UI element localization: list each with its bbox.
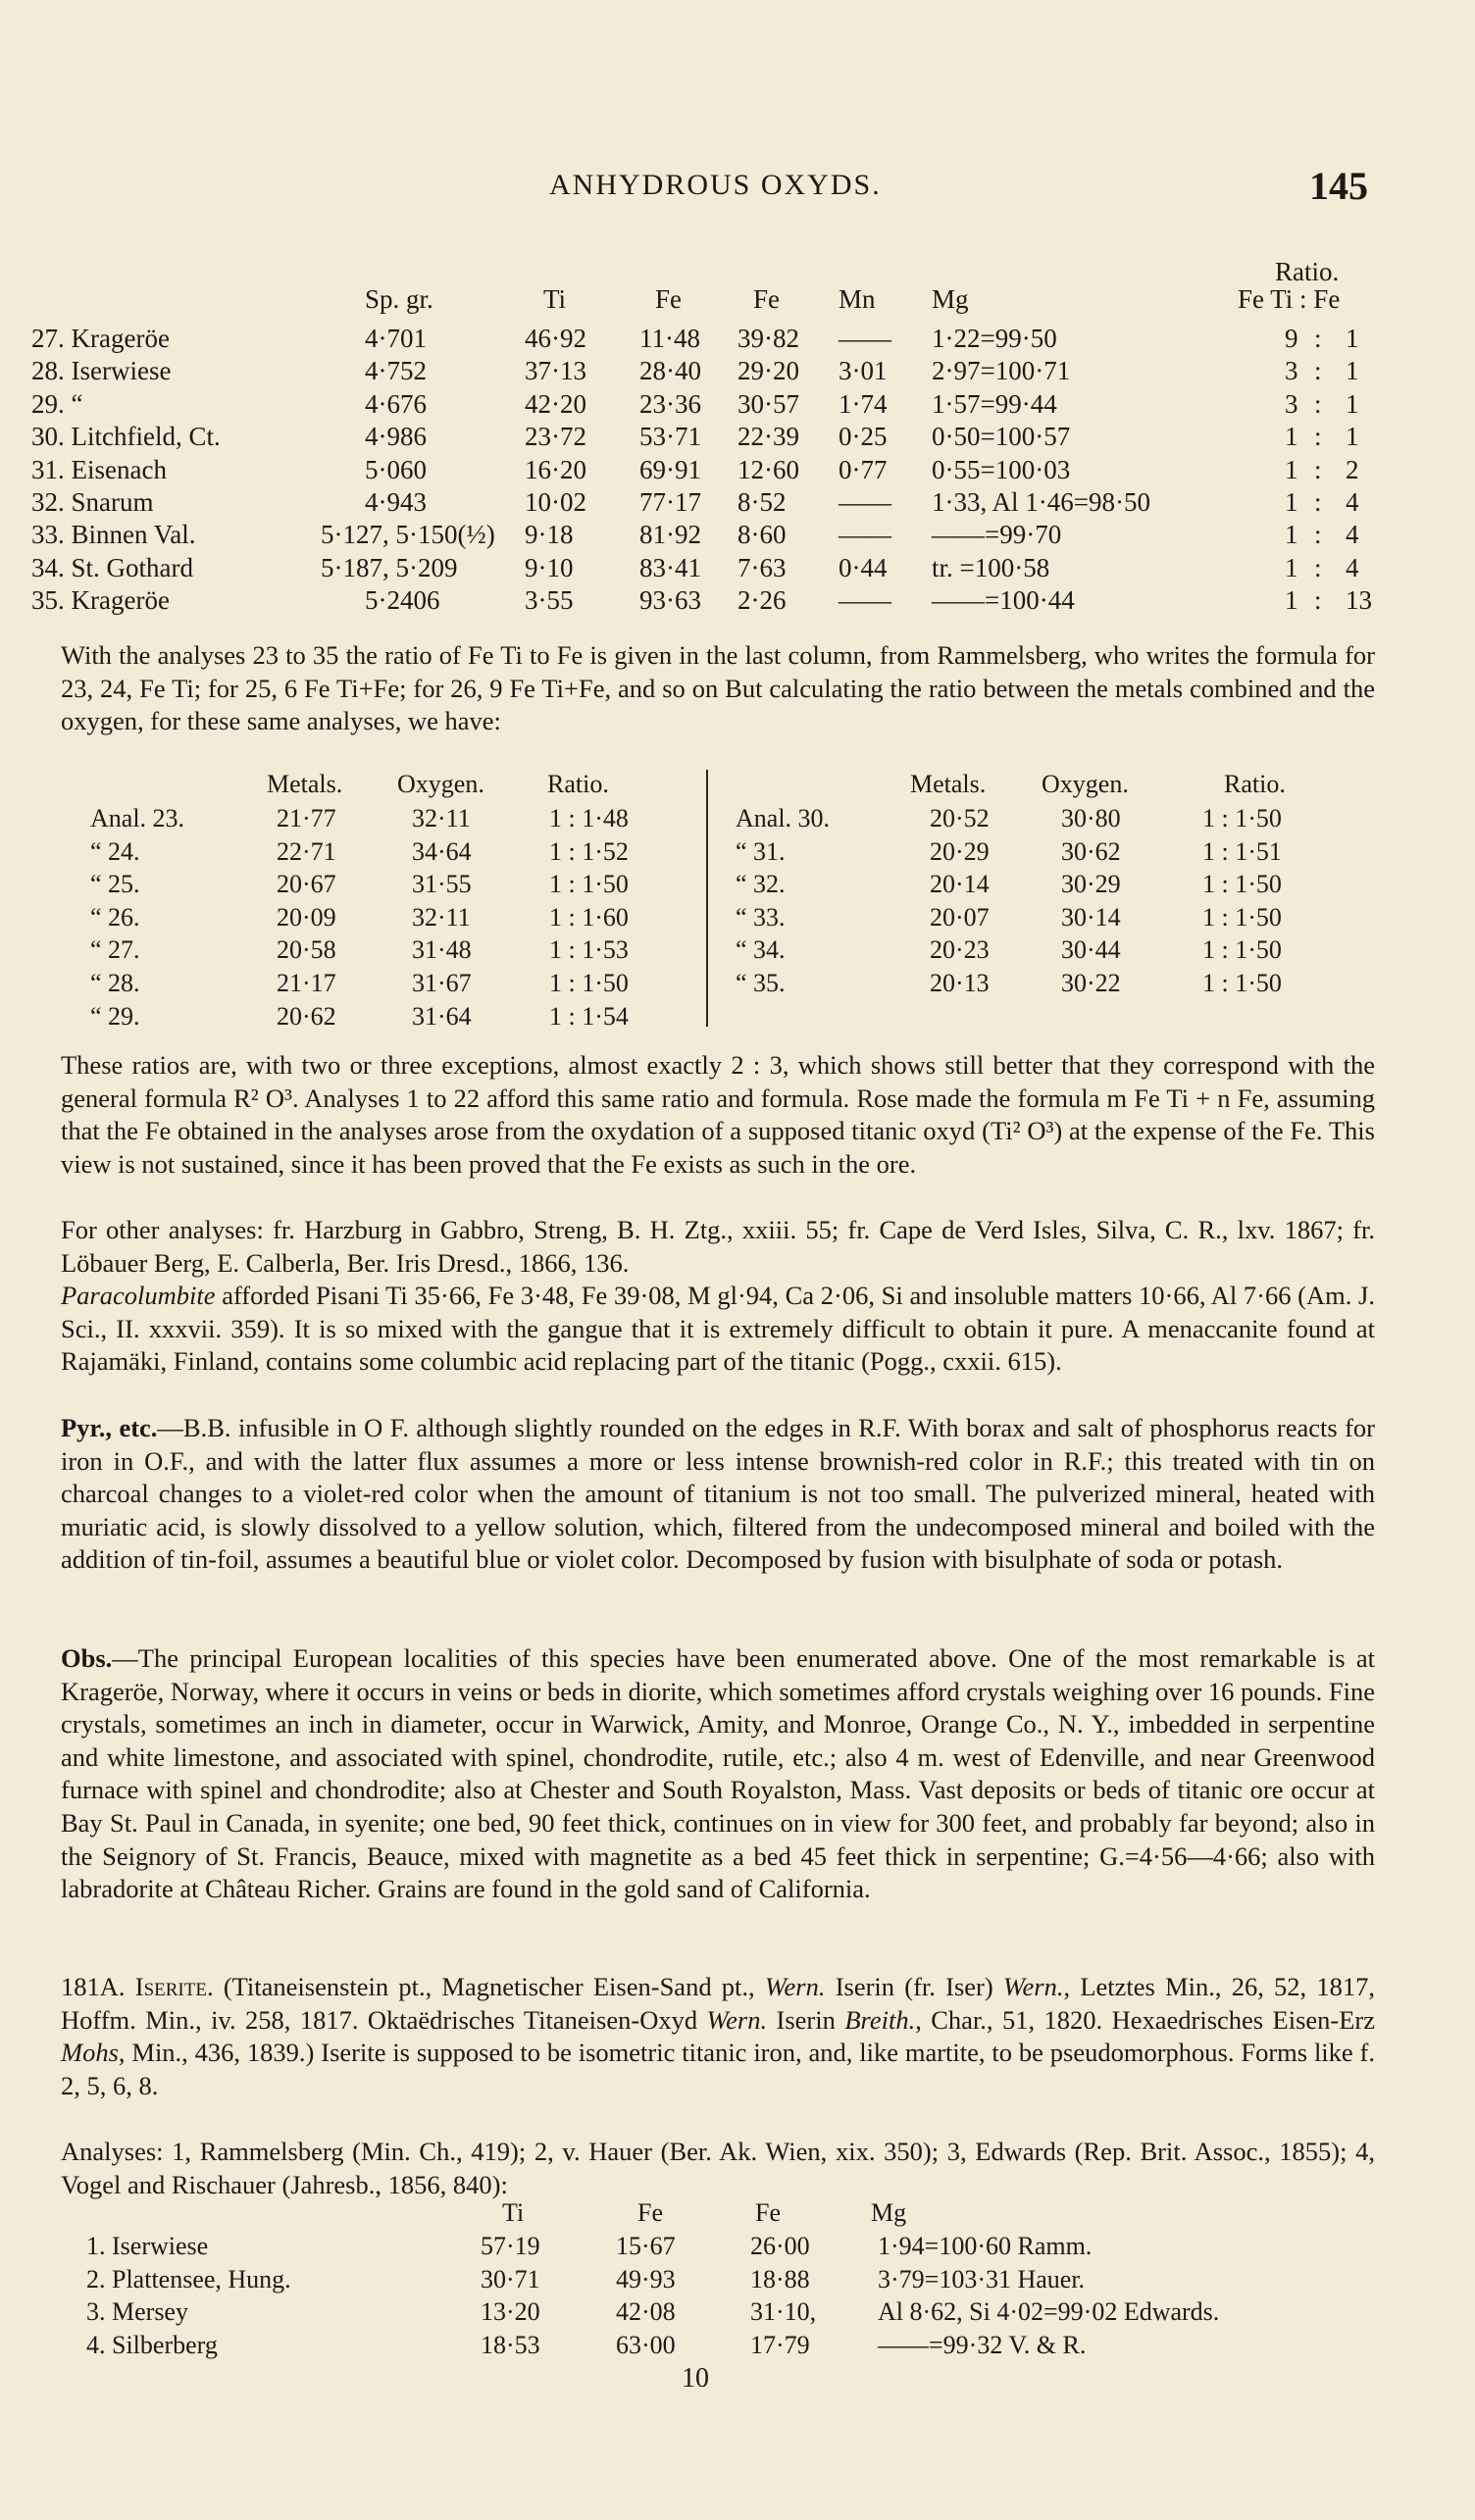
cell-metals: 20·29: [930, 837, 990, 866]
cell-mn: 0·44: [839, 553, 888, 582]
cell-ratio: 1 : 1·54: [549, 1002, 629, 1031]
cell-oxygen: 31·48: [412, 935, 472, 964]
cell-fe1: 28·40: [639, 356, 701, 385]
cell-mg: 1·33, Al 1·46=98·50: [932, 487, 1150, 517]
cell-mg-total: Al 8·62, Si 4·02=99·02 Edwards.: [878, 2297, 1220, 2326]
anal-label: Anal. 23.: [90, 804, 185, 832]
cell-ratio: 1 : 1·48: [549, 804, 629, 832]
cell-oxygen: 31·67: [412, 969, 472, 997]
cell-oxygen: 31·55: [412, 870, 472, 898]
col-mg: Mg: [932, 284, 969, 314]
cell-fe2: 17·79: [750, 2331, 810, 2359]
cell-mg: 1·22=99·50: [932, 324, 1057, 353]
author-abbrev: Wern.: [706, 2004, 768, 2035]
cell-fe2: 26·00: [750, 2232, 810, 2260]
paragraph-text: With the analyses 23 to 35 the ratio of Fe Ti to Fe is given in the last column, from Rammelsberg, who writes the formula for 23, 24, Fe Ti; for 25, 6 Fe Ti+Fe; for 26, 9 Fe Ti+Fe, and so on But calculating the ratio between the metals combined and the oxygen, for these same analyses, we have:: [61, 640, 1375, 736]
cell-spgr: 4·943: [365, 487, 427, 517]
locality-label: 4. Silberberg: [86, 2331, 218, 2359]
col-fe2: Fe: [755, 2198, 781, 2227]
cell-spgr: 5·060: [365, 455, 427, 484]
cell-ratio: 1 : 1·50: [1202, 804, 1282, 832]
cell-fe2: 8·52: [738, 487, 787, 517]
ratio-colon: :: [1314, 455, 1322, 484]
cell-ratio-fe-ti: 1: [1285, 520, 1298, 549]
paragraph-ratio-intro: [61, 639, 1375, 738]
ratio-header: Ratio.: [1275, 257, 1340, 286]
paragraph-other-analyses: [61, 1214, 1375, 1280]
cell-mg: ——=100·44: [932, 585, 1075, 615]
cell-fe2: 31·10,: [750, 2297, 817, 2326]
author-abbrev: Mohs: [61, 2038, 119, 2068]
cell-ratio-fe-ti: 1: [1285, 487, 1298, 517]
anal-label: “ 25.: [90, 870, 140, 898]
signature-mark: 10: [682, 2363, 709, 2394]
anal-label: “ 34.: [736, 935, 786, 964]
cell-fe1: 63·00: [616, 2331, 676, 2359]
cell-fe2: 12·60: [738, 455, 799, 484]
row-label: 33. Binnen Val.: [31, 520, 196, 549]
cell-fe1: 42·08: [616, 2297, 676, 2326]
paragraph-iserite: [61, 1971, 1375, 2102]
cell-spgr: 5·2406: [365, 585, 440, 615]
ratio-colon: :: [1314, 487, 1322, 517]
cell-ratio: 1 : 1·51: [1202, 837, 1282, 866]
anal-label: “ 28.: [90, 969, 140, 997]
cell-oxygen: 32·11: [412, 903, 471, 932]
col-spgr: Sp. gr.: [365, 284, 433, 314]
cell-ratio: 1 : 1·60: [549, 903, 629, 932]
cell-mg: 0·55=100·03: [932, 455, 1071, 484]
row-label: 31. Eisenach: [31, 455, 167, 484]
cell-mg-total: 1·94=100·60 Ramm.: [878, 2232, 1093, 2260]
cell-spgr: 5·187, 5·209: [321, 553, 458, 582]
col-mn: Mn: [839, 284, 876, 314]
row-label: 32. Snarum: [31, 487, 154, 517]
cell-fe1: 11·48: [639, 324, 700, 353]
paragraph-text: Iserin: [767, 2004, 845, 2035]
cell-ratio-fe: 4: [1346, 520, 1359, 549]
col-fe1: Fe: [637, 2198, 663, 2227]
cell-oxygen: 30·14: [1061, 903, 1121, 932]
cell-metals: 20·52: [930, 804, 990, 832]
cell-mn: ——: [839, 324, 891, 353]
cell-mg: 0·50=100·57: [932, 422, 1071, 451]
anal-label: “ 29.: [90, 1002, 140, 1031]
anal-label: “ 33.: [736, 903, 786, 932]
cell-oxygen: 31·64: [412, 1002, 472, 1031]
cell-fe1: 53·71: [639, 422, 701, 451]
cell-ratio-fe-ti: 9: [1285, 324, 1298, 353]
locality-label: 2. Plattensee, Hung.: [86, 2265, 291, 2293]
cell-ti: 3·55: [525, 585, 574, 615]
cell-ratio-fe: 4: [1346, 553, 1359, 582]
table-divider: [706, 770, 708, 1027]
paragraph-paracolumbite: [61, 1280, 1375, 1379]
cell-mn: ——: [839, 487, 891, 517]
anal-label: “ 35.: [736, 969, 786, 997]
cell-ratio: 1 : 1·50: [549, 969, 629, 997]
cell-mn: 0·25: [839, 422, 888, 451]
paragraph-text: Iserin (fr. Iser): [825, 1972, 1003, 2001]
col-ti: Ti: [502, 2198, 525, 2227]
author-abbrev: Wern.: [764, 1972, 826, 2001]
col-ratio: Fe Ti : Fe: [1238, 284, 1341, 314]
cell-oxygen: 32·11: [412, 804, 471, 832]
ratio-colon: :: [1314, 422, 1322, 451]
col-fe1: Fe: [655, 284, 682, 314]
cell-ratio-fe-ti: 1: [1285, 455, 1298, 484]
cell-ratio-fe: 1: [1346, 389, 1359, 419]
cell-oxygen: 30·62: [1061, 837, 1121, 866]
cell-ratio-fe-ti: 1: [1285, 553, 1298, 582]
cell-ti: 30·71: [481, 2265, 540, 2293]
paragraph-pyrognostics: [61, 1412, 1375, 1577]
col-ti: Ti: [543, 284, 567, 314]
anal-label: “ 24.: [90, 837, 140, 866]
col-metals-left: Metals.: [267, 770, 343, 798]
row-label: 27. Krageröe: [31, 324, 170, 353]
cell-ratio-fe: 1: [1346, 324, 1359, 353]
cell-mn: 1·74: [839, 389, 888, 419]
paragraph-text: (Titaneisenstein pt., Magnetischer Eisen-Sand pt.,: [213, 1972, 765, 2001]
cell-fe1: 93·63: [639, 585, 701, 615]
cell-fe1: 81·92: [639, 520, 701, 549]
cell-mg: tr. =100·58: [932, 553, 1050, 582]
cell-oxygen: 34·64: [412, 837, 472, 866]
author-abbrev: Wern.: [1002, 1972, 1064, 2001]
cell-spgr: 4·986: [365, 422, 427, 451]
ratio-colon: :: [1314, 585, 1322, 615]
paragraph-text: These ratios are, with two or three exceptions, almost exactly 2 : 3, which shows still better that they correspond with the general formula R² O³. Analyses 1 to 22 afford this same ratio and formula. Rose made the formula m Fe Ti + n Fe, assuming that the Fe obtained in the analyses arose from the oxydation of a supposed titanic oxyd (Ti² O³) at the expense of the Fe. This view is not sustained, since it has been proved that the Fe exists as such in the ore.: [61, 1050, 1375, 1179]
row-label: 28. Iserwiese: [31, 356, 172, 385]
paragraph-text: afforded Pisani Ti 35·66, Fe 3·48, Fe 39·08, M gl·94, Ca 2·06, Si and insoluble matters 10·66, Al 7·66 (Am. J. Sci., II. xxxvii. 359). It is so mixed with the gangue that it is extremely difficult to obtain it pure. A menaccanite found at Rajamäki, Finland, contains some columbic acid replacing part of the titanic (Pogg., cxxii. 615).: [61, 1281, 1375, 1377]
cell-ratio-fe-ti: 3: [1285, 356, 1298, 385]
cell-mg-total: 3·79=103·31 Hauer.: [878, 2265, 1086, 2293]
species-number: 181A.: [61, 1972, 126, 2001]
cell-spgr: 4·676: [365, 389, 427, 419]
anal-label: “ 26.: [90, 903, 140, 932]
cell-ratio: 1 : 1·50: [1202, 903, 1282, 932]
cell-mn: ——: [839, 520, 891, 549]
cell-spgr: 4·701: [365, 324, 427, 353]
species-name: Iserite.: [134, 1972, 214, 2001]
row-label: 35. Krageröe: [31, 585, 170, 615]
cell-ratio: 1 : 1·50: [549, 870, 629, 898]
cell-ratio: 1 : 1·52: [549, 837, 629, 866]
cell-spgr: 5·127, 5·150(½): [321, 520, 495, 549]
cell-ratio-fe-ti: 3: [1285, 389, 1298, 419]
locality-label: 3. Mersey: [86, 2297, 188, 2326]
paragraph-text: —B.B. infusible in O F. although slightly rounded on the edges in R.F. With borax and salt of phosphorus reacts for iron in O.F., and with the latter flux assumes a more or less intense brownish-red color in R.F.; this treated with tin on charcoal changes to a violet-red color when the amount of titanium is not too small. The pulverized mineral, heated with muriatic acid, is slowly dissolved to a yellow solution, which, filtered from the undecomposed mineral and boiled with the addition of tin-foil, assumes a beautiful blue or violet color. Decomposed by fusion with bisulphate of soda or potash.: [61, 1413, 1375, 1575]
cell-fe1: 69·91: [639, 455, 701, 484]
ratio-colon: :: [1314, 389, 1322, 419]
col-oxygen-right: Oxygen.: [1042, 770, 1129, 798]
anal-label: “ 31.: [736, 837, 786, 866]
cell-oxygen: 30·80: [1061, 804, 1121, 832]
cell-oxygen: 30·22: [1061, 969, 1121, 997]
cell-ti: 37·13: [525, 356, 586, 385]
anal-label: Anal. 30.: [736, 804, 831, 832]
cell-metals: 20·14: [930, 870, 990, 898]
cell-ti: 9·18: [525, 520, 574, 549]
cell-ratio-fe: 1: [1346, 356, 1359, 385]
ratio-colon: :: [1314, 324, 1322, 353]
page-number: 145: [1309, 164, 1368, 208]
paragraph-text: —The principal European localities of this species have been enumerated above. One of the most remarkable is at Krageröe, Norway, where it occurs in veins or beds in diorite, which sometimes afford crystals weighing over 16 pounds. Fine crystals, sometimes an inch in diameter, occur in Warwick, Amity, and Monroe, Orange Co., N. Y., imbedded in serpentine and white limestone, and associated with spinel, chondrodite, rutile, etc.; also 4 m. west of Edenville, and near Greenwood furnace with spinel and chondrodite; also at Chester and South Royalston, Mass. Vast deposits or beds of titanic ore occur at Bay St. Paul in Canada, in syenite; one bed, 90 feet thick, continues on in view for 300 feet, and probably far beyond; also in the Seignory of St. Francis, Beauce, mixed with magnetite as a bed 45 feet thick in serpentine; G.=4·56—4·66; also with labradorite at Château Richer. Grains are found in the gold sand of California.: [61, 1643, 1375, 1904]
cell-ratio: 1 : 1·50: [1202, 870, 1282, 898]
cell-metals: 20·13: [930, 969, 990, 997]
paragraph-text: , Char., 51, 1820. Hexaedrisches Eisen-Erz: [915, 2004, 1375, 2035]
cell-ti: 42·20: [525, 389, 586, 419]
running-title: ANHYDROUS OXYDS.: [549, 169, 882, 201]
ratio-colon: :: [1314, 553, 1322, 582]
cell-ratio-fe: 2: [1346, 455, 1359, 484]
cell-ratio-fe-ti: 1: [1285, 422, 1298, 451]
col-mg: Mg: [871, 2198, 907, 2227]
col-ratio-right: Ratio.: [1224, 770, 1286, 798]
term-paracolumbite: Paracolumbite: [61, 1281, 216, 1310]
cell-ti: 18·53: [481, 2331, 540, 2359]
anal-label: “ 27.: [90, 935, 140, 964]
cell-ti: 46·92: [525, 324, 586, 353]
cell-fe2: 29·20: [738, 356, 799, 385]
cell-metals: 20·62: [277, 1002, 336, 1031]
cell-oxygen: 30·29: [1061, 870, 1121, 898]
paragraph-formula: [61, 1049, 1375, 1181]
cell-metals: 20·23: [930, 935, 990, 964]
cell-mn: ——: [839, 585, 891, 615]
anal-label: “ 32.: [736, 870, 786, 898]
paragraph-text: , Min., 436, 1839.) Iserite is supposed to be isometric titanic iron, and, like martite, to be pseudomorphous. Forms like f. 2, 5, 6, 8.: [61, 2038, 1375, 2100]
cell-mg: 1·57=99·44: [932, 389, 1057, 419]
cell-mg: 2·97=100·71: [932, 356, 1071, 385]
cell-fe1: 23·36: [639, 389, 701, 419]
cell-fe2: 7·63: [738, 553, 787, 582]
cell-ratio-fe: 4: [1346, 487, 1359, 517]
cell-fe1: 15·67: [616, 2232, 676, 2260]
heading-pyr: Pyr., etc.: [61, 1413, 158, 1442]
cell-ratio: 1 : 1·53: [549, 935, 629, 964]
row-label: 34. St. Gothard: [31, 553, 193, 582]
cell-spgr: 4·752: [365, 356, 427, 385]
row-label: 30. Litchfield, Ct.: [31, 422, 221, 451]
cell-ratio-fe: 13: [1346, 585, 1372, 615]
cell-ratio-fe-ti: 1: [1285, 585, 1298, 615]
cell-mn: 0·77: [839, 455, 888, 484]
cell-metals: 20·07: [930, 903, 990, 932]
col-fe2: Fe: [753, 284, 780, 314]
paragraph-text: Analyses: 1, Rammelsberg (Min. Ch., 419); 2, v. Hauer (Ber. Ak. Wien, xix. 350); 3, Edwards (Rep. Brit. Assoc., 1855); 4, Vogel and Rischauer (Jahresb., 1856, 840):: [61, 2137, 1375, 2199]
heading-obs: Obs.: [61, 1643, 113, 1673]
cell-mn: 3·01: [839, 356, 888, 385]
col-metals-right: Metals.: [910, 770, 987, 798]
cell-metals: 21·17: [277, 969, 336, 997]
cell-mg: ——=99·70: [932, 520, 1062, 549]
col-ratio-left: Ratio.: [547, 770, 609, 798]
cell-fe1: 49·93: [616, 2265, 676, 2293]
cell-fe2: 39·82: [738, 324, 799, 353]
row-label: 29. “: [31, 389, 83, 419]
paragraph-iserite-analyses: [61, 2136, 1375, 2201]
paragraph-text: , Letztes Min., 26, 52, 1817, Hoffm. Min., iv. 258, 1817. Oktaëdrisches Titaneisen-Oxyd: [61, 1972, 1376, 2035]
cell-ti: 9·10: [525, 553, 574, 582]
cell-metals: 20·67: [277, 870, 336, 898]
cell-fe2: 22·39: [738, 422, 799, 451]
cell-ratio: 1 : 1·50: [1202, 935, 1282, 964]
cell-ratio-fe: 1: [1346, 422, 1359, 451]
cell-fe2: 18·88: [750, 2265, 810, 2293]
cell-ratio: 1 : 1·50: [1202, 969, 1282, 997]
cell-oxygen: 30·44: [1061, 935, 1121, 964]
paragraph-text: For other analyses: fr. Harzburg in Gabbro, Streng, B. H. Ztg., xxiii. 55; fr. Cape de Verd Isles, Silva, C. R., lxv. 1867; fr. Löbauer Berg, E. Calberla, Ber. Iris Dresd., 1866, 136.: [61, 1215, 1375, 1278]
cell-metals: 20·09: [277, 903, 336, 932]
locality-label: 1. Iserwiese: [86, 2232, 209, 2260]
cell-fe2: 30·57: [738, 389, 799, 419]
cell-fe2: 2·26: [738, 585, 787, 615]
cell-metals: 20·58: [277, 935, 336, 964]
cell-mg-total: ——=99·32 V. & R.: [878, 2331, 1087, 2359]
ratio-colon: :: [1314, 520, 1322, 549]
cell-metals: 21·77: [277, 804, 336, 832]
cell-ti: 57·19: [481, 2232, 540, 2260]
cell-ti: 23·72: [525, 422, 586, 451]
cell-ti: 16·20: [525, 455, 586, 484]
paragraph-observations: [61, 1642, 1375, 1906]
col-oxygen-left: Oxygen.: [397, 770, 484, 798]
cell-ti: 10·02: [525, 487, 586, 517]
author-abbrev: Breith.: [844, 2004, 916, 2035]
cell-fe1: 83·41: [639, 553, 701, 582]
cell-fe1: 77·17: [639, 487, 701, 517]
cell-metals: 22·71: [277, 837, 336, 866]
cell-ti: 13·20: [481, 2297, 540, 2326]
ratio-colon: :: [1314, 356, 1322, 385]
cell-fe2: 8·60: [738, 520, 787, 549]
